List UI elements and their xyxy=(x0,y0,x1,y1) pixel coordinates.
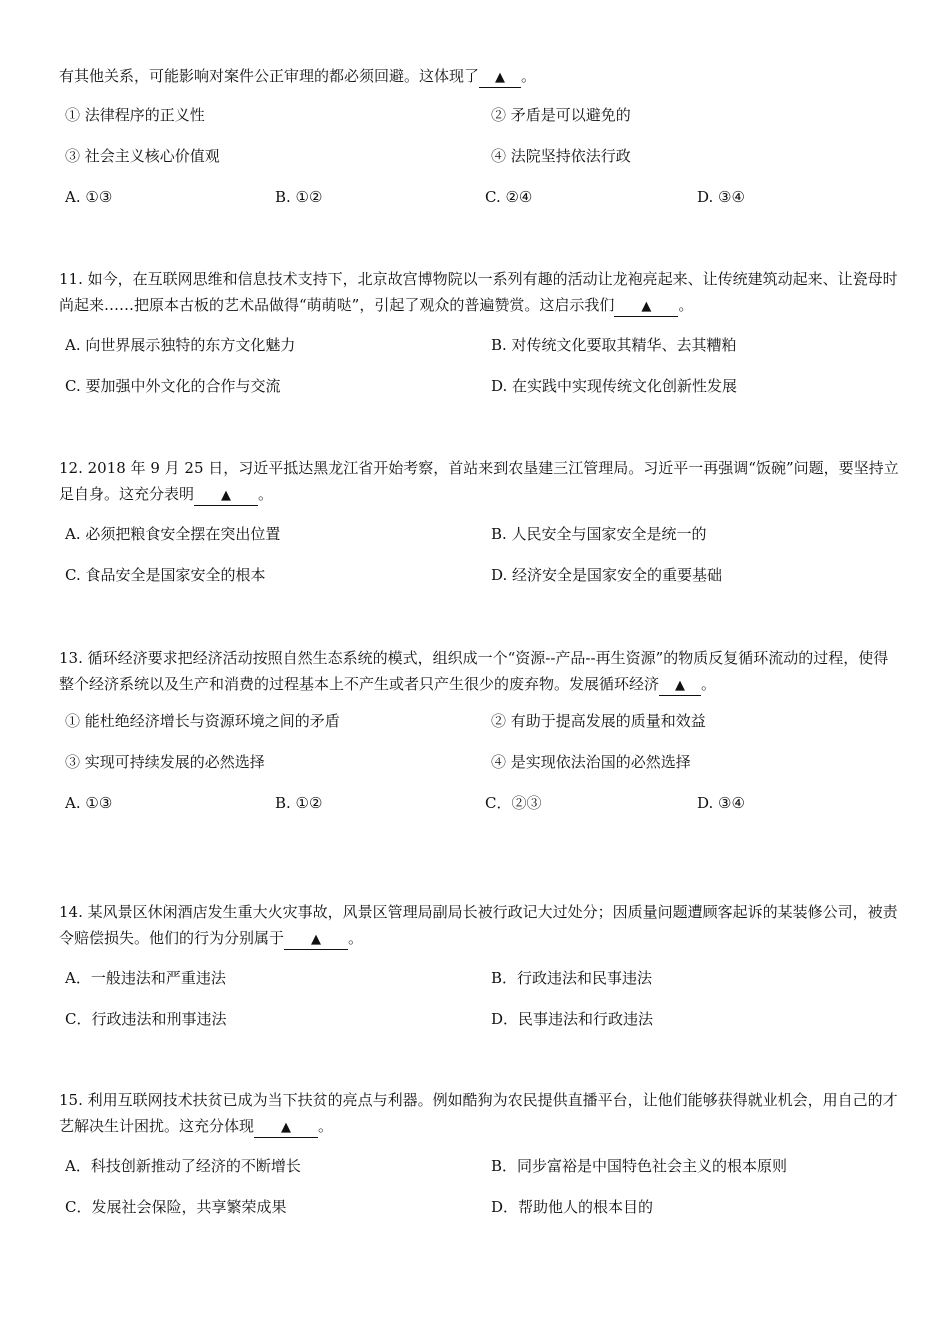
question-stem: 12. 2018 年 9 月 25 日，习近平抵达黑龙江省开始考察，首站来到农垦建三江管理局。习近平一再强调“饭碗”问题，要坚持立足自身。这充分表明 ▲ 。 xyxy=(59,455,899,507)
question-stem: 13. 循环经济要求把经济活动按照自然生态系统的模式，组织成一个“资源--产品--再生资源”的物质反复循环流动的过程，使得整个经济系统以及生产和消费的过程基本上不产生或者只产生很少的废弃物。发展循环经济 ▲ 。 xyxy=(59,645,899,697)
answer-blank: ▲ xyxy=(284,929,348,950)
statement-2: ② 矛盾是可以避免的 xyxy=(491,106,631,124)
question-12 xyxy=(59,455,899,606)
statement-4: ④ 是实现依法治国的必然选择 xyxy=(491,753,691,771)
choice-row xyxy=(59,335,899,376)
choice-b: B. 人民安全与国家安全是统一的 xyxy=(491,525,707,543)
question-11 xyxy=(59,266,899,417)
question-15 xyxy=(59,1087,899,1238)
question-stem: 11. 如今，在互联网思维和信息技术支持下，北京故宫博物院以一系列有趣的活动让龙袍亮起来、让传统建筑动起来、让瓷母时尚起来……把原本古板的艺术品做得“萌萌哒”，引起了观众的普遍赞赏。这启示我们 ▲ 。 xyxy=(59,266,899,318)
answer-blank: ▲ xyxy=(614,296,678,317)
choice-c: C. ②④ xyxy=(485,188,533,206)
choice-row xyxy=(59,376,899,417)
choice-row xyxy=(59,1156,899,1197)
answer-blank: ▲ xyxy=(659,675,701,696)
choice-a: A．一般违法和严重违法 xyxy=(65,969,226,987)
choice-d: D. 在实践中实现传统文化创新性发展 xyxy=(491,377,738,395)
choice-c: C. 要加强中外文化的合作与交流 xyxy=(65,377,281,395)
choice-row xyxy=(59,565,899,606)
choice-b: B. 对传统文化要取其精华、去其糟粕 xyxy=(491,336,737,354)
choice-b: B. ①② xyxy=(275,794,323,812)
choice-b: B．同步富裕是中国特色社会主义的根本原则 xyxy=(491,1157,788,1175)
choice-c: C．发展社会保险，共享繁荣成果 xyxy=(65,1198,287,1216)
question-stem: 14. 某风景区休闲酒店发生重大火灾事故，风景区管理局副局长被行政记大过处分；因质量问题遭顾客起诉的某装修公司，被责令赔偿损失。他们的行为分别属于 ▲ 。 xyxy=(59,899,899,951)
statement-row xyxy=(59,752,899,793)
choice-d: D. ③④ xyxy=(697,188,745,206)
choice-a: A．科技创新推动了经济的不断增长 xyxy=(65,1157,301,1175)
choice-c: C. 食品安全是国家安全的根本 xyxy=(65,566,266,584)
choice-d: D. ③④ xyxy=(697,794,745,812)
choice-d: D. 经济安全是国家安全的重要基础 xyxy=(491,566,723,584)
choice-row xyxy=(59,1197,899,1238)
question-stem: 15. 利用互联网技术扶贫已成为当下扶贫的亮点与利器。例如酷狗为农民提供直播平台，让他们能够获得就业机会，用自己的才艺解决生计困扰。这充分体现 ▲ 。 xyxy=(59,1087,899,1139)
choice-row xyxy=(59,968,899,1009)
statement-2: ② 有助于提高发展的质量和效益 xyxy=(491,712,706,730)
statement-1: ① 法律程序的正义性 xyxy=(65,106,205,124)
statement-4: ④ 法院坚持依法行政 xyxy=(491,147,631,165)
statement-3: ③ 实现可持续发展的必然选择 xyxy=(65,753,265,771)
choice-a: A. ①③ xyxy=(65,188,113,206)
question-stem: 有其他关系，可能影响对案件公正审理的都必须回避。这体现了 ▲ 。 xyxy=(59,63,899,89)
choice-a: A. 必须把粮食安全摆在突出位置 xyxy=(65,525,281,543)
choice-c: C．行政违法和刑事违法 xyxy=(65,1010,227,1028)
statement-row xyxy=(59,146,899,187)
choice-row xyxy=(59,793,899,834)
answer-blank: ▲ xyxy=(254,1117,318,1138)
choice-row xyxy=(59,524,899,565)
choice-a: A. 向世界展示独特的东方文化魅力 xyxy=(65,336,296,354)
question-10 xyxy=(59,63,899,228)
choice-row xyxy=(59,1009,899,1050)
question-14 xyxy=(59,899,899,1050)
question-13 xyxy=(59,645,899,834)
answer-blank: ▲ xyxy=(479,67,521,88)
answer-blank: ▲ xyxy=(194,485,258,506)
choice-a: A. ①③ xyxy=(65,794,113,812)
statement-row xyxy=(59,711,899,752)
statement-row xyxy=(59,105,899,146)
choice-c: C．②③ xyxy=(485,794,542,812)
choice-b: B．行政违法和民事违法 xyxy=(491,969,653,987)
choice-d: D．帮助他人的根本目的 xyxy=(491,1198,654,1216)
statement-1: ① 能杜绝经济增长与资源环境之间的矛盾 xyxy=(65,712,340,730)
choice-b: B. ①② xyxy=(275,188,323,206)
choice-d: D．民事违法和行政违法 xyxy=(491,1010,654,1028)
statement-3: ③ 社会主义核心价值观 xyxy=(65,147,220,165)
choice-row xyxy=(59,187,899,228)
